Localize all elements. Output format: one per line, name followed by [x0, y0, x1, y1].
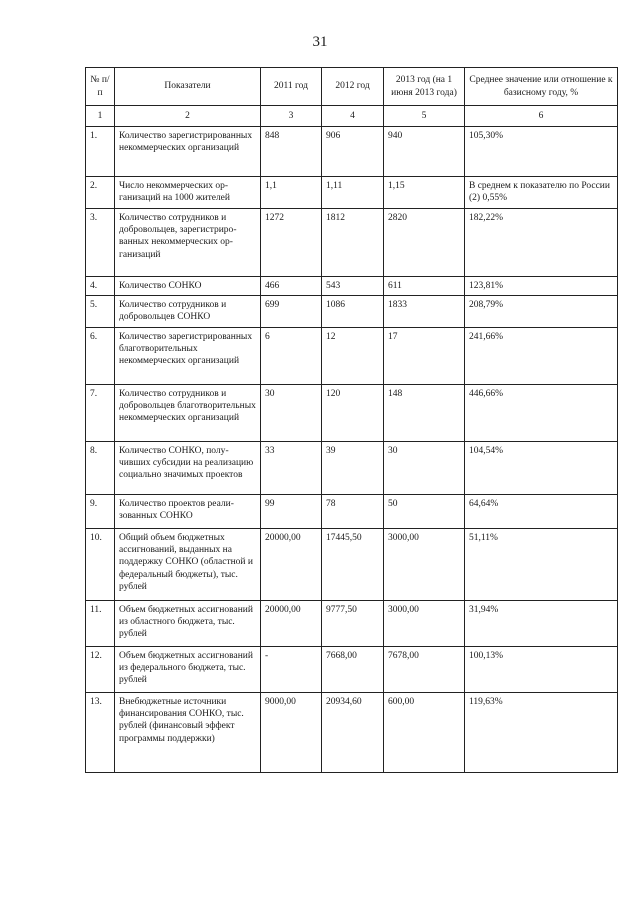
row-value-2013: 3000,00 [384, 600, 465, 646]
row-value-2011: 1272 [261, 208, 322, 276]
row-number: 5. [86, 296, 115, 328]
row-indicator: Объем бюджетных ассигнований из федерального бюджета, тыс. рублей [115, 646, 261, 692]
row-value-2011: 848 [261, 127, 322, 177]
row-average: 64,64% [465, 494, 618, 528]
column-number: 4 [322, 106, 384, 127]
row-average: 208,79% [465, 296, 618, 328]
row-value-2012: 12 [322, 327, 384, 384]
table-row [86, 208, 618, 276]
row-value-2011: 20000,00 [261, 528, 322, 600]
header-indicators: Показатели [115, 68, 261, 106]
row-value-2012: 39 [322, 441, 384, 494]
table-row [86, 127, 618, 177]
row-number: 2. [86, 177, 115, 209]
header-average: Среднее значение или отношение к базисному году, % [465, 68, 618, 106]
row-number: 4. [86, 276, 115, 295]
row-value-2013: 940 [384, 127, 465, 177]
row-value-2013: 2820 [384, 208, 465, 276]
table-row [86, 494, 618, 528]
row-value-2011: 99 [261, 494, 322, 528]
table-header-row [86, 68, 618, 106]
row-average: 100,13% [465, 646, 618, 692]
row-value-2012: 20934,60 [322, 692, 384, 772]
row-value-2012: 9777,50 [322, 600, 384, 646]
table-row [86, 384, 618, 441]
column-number-row [86, 106, 618, 127]
table-row [86, 692, 618, 772]
row-number: 13. [86, 692, 115, 772]
row-average: В среднем к показателю по России (2) 0,55% [465, 177, 618, 209]
row-number: 6. [86, 327, 115, 384]
row-indicator: Количество проектов реализованных СОНКО [115, 494, 261, 528]
row-value-2012: 17445,50 [322, 528, 384, 600]
row-average: 51,11% [465, 528, 618, 600]
row-value-2011: 20000,00 [261, 600, 322, 646]
table-row [86, 296, 618, 328]
row-average: 119,63% [465, 692, 618, 772]
header-2013: 2013 год (на 1 июня 2013 года) [384, 68, 465, 106]
header-2012: 2012 год [322, 68, 384, 106]
row-value-2011: - [261, 646, 322, 692]
row-value-2013: 1,15 [384, 177, 465, 209]
header-number: № п/п [86, 68, 115, 106]
column-number: 5 [384, 106, 465, 127]
row-value-2013: 148 [384, 384, 465, 441]
row-value-2013: 30 [384, 441, 465, 494]
row-indicator: Количество сотрудников и добровольцев, зарегистрированных некоммерческих организаций [115, 208, 261, 276]
row-value-2013: 3000,00 [384, 528, 465, 600]
row-value-2013: 50 [384, 494, 465, 528]
row-indicator: Внебюджетные источники финансирования СОНКО, тыс. рублей (финансовый эффект программы поддержки) [115, 692, 261, 772]
table-row [86, 276, 618, 295]
column-number: 1 [86, 106, 115, 127]
row-indicator: Количество зарегистрированных некоммерческих организаций [115, 127, 261, 177]
row-indicator: Объем бюджетных ассигнований из областного бюджета, тыс. рублей [115, 600, 261, 646]
indicators-table [85, 67, 618, 773]
row-indicator: Количество зарегистрированных благотворительных некоммерческих организаций [115, 327, 261, 384]
row-number: 10. [86, 528, 115, 600]
table-row [86, 441, 618, 494]
row-average: 123,81% [465, 276, 618, 295]
row-number: 1. [86, 127, 115, 177]
row-average: 182,22% [465, 208, 618, 276]
column-number: 3 [261, 106, 322, 127]
row-indicator: Общий объем бюджетных ассигнований, выданных на поддержку СОНКО (областной и федеральный бюджеты), тыс. рублей [115, 528, 261, 600]
row-value-2011: 6 [261, 327, 322, 384]
row-value-2013: 611 [384, 276, 465, 295]
row-indicator: Число некоммерческих организаций на 1000 жителей [115, 177, 261, 209]
row-value-2012: 120 [322, 384, 384, 441]
row-value-2012: 543 [322, 276, 384, 295]
row-value-2011: 30 [261, 384, 322, 441]
table-row [86, 327, 618, 384]
row-value-2013: 1833 [384, 296, 465, 328]
row-average: 31,94% [465, 600, 618, 646]
row-value-2011: 699 [261, 296, 322, 328]
row-value-2012: 906 [322, 127, 384, 177]
row-value-2012: 1,11 [322, 177, 384, 209]
row-number: 3. [86, 208, 115, 276]
row-value-2012: 1812 [322, 208, 384, 276]
page-number: 31 [312, 34, 328, 50]
row-value-2012: 78 [322, 494, 384, 528]
column-number: 2 [115, 106, 261, 127]
table-row [86, 528, 618, 600]
row-average: 104,54% [465, 441, 618, 494]
row-number: 8. [86, 441, 115, 494]
row-number: 11. [86, 600, 115, 646]
row-value-2011: 33 [261, 441, 322, 494]
row-value-2011: 9000,00 [261, 692, 322, 772]
table-row [86, 177, 618, 209]
row-average: 105,30% [465, 127, 618, 177]
row-value-2013: 600,00 [384, 692, 465, 772]
row-value-2013: 7678,00 [384, 646, 465, 692]
table-row [86, 646, 618, 692]
table-body [86, 127, 618, 773]
row-number: 7. [86, 384, 115, 441]
row-value-2011: 1,1 [261, 177, 322, 209]
column-number: 6 [465, 106, 618, 127]
table-row [86, 600, 618, 646]
row-average: 446,66% [465, 384, 618, 441]
row-indicator: Количество сотрудников и добровольцев благотворительных некоммерческих организаций [115, 384, 261, 441]
row-indicator: Количество сотрудников и добровольцев СОНКО [115, 296, 261, 328]
row-number: 9. [86, 494, 115, 528]
row-value-2013: 17 [384, 327, 465, 384]
row-number: 12. [86, 646, 115, 692]
row-indicator: Количество СОНКО [115, 276, 261, 295]
header-2011: 2011 год [261, 68, 322, 106]
row-indicator: Количество СОНКО, получивших субсидии на реализацию социально значимых проектов [115, 441, 261, 494]
row-value-2011: 466 [261, 276, 322, 295]
row-value-2012: 1086 [322, 296, 384, 328]
row-value-2012: 7668,00 [322, 646, 384, 692]
row-average: 241,66% [465, 327, 618, 384]
